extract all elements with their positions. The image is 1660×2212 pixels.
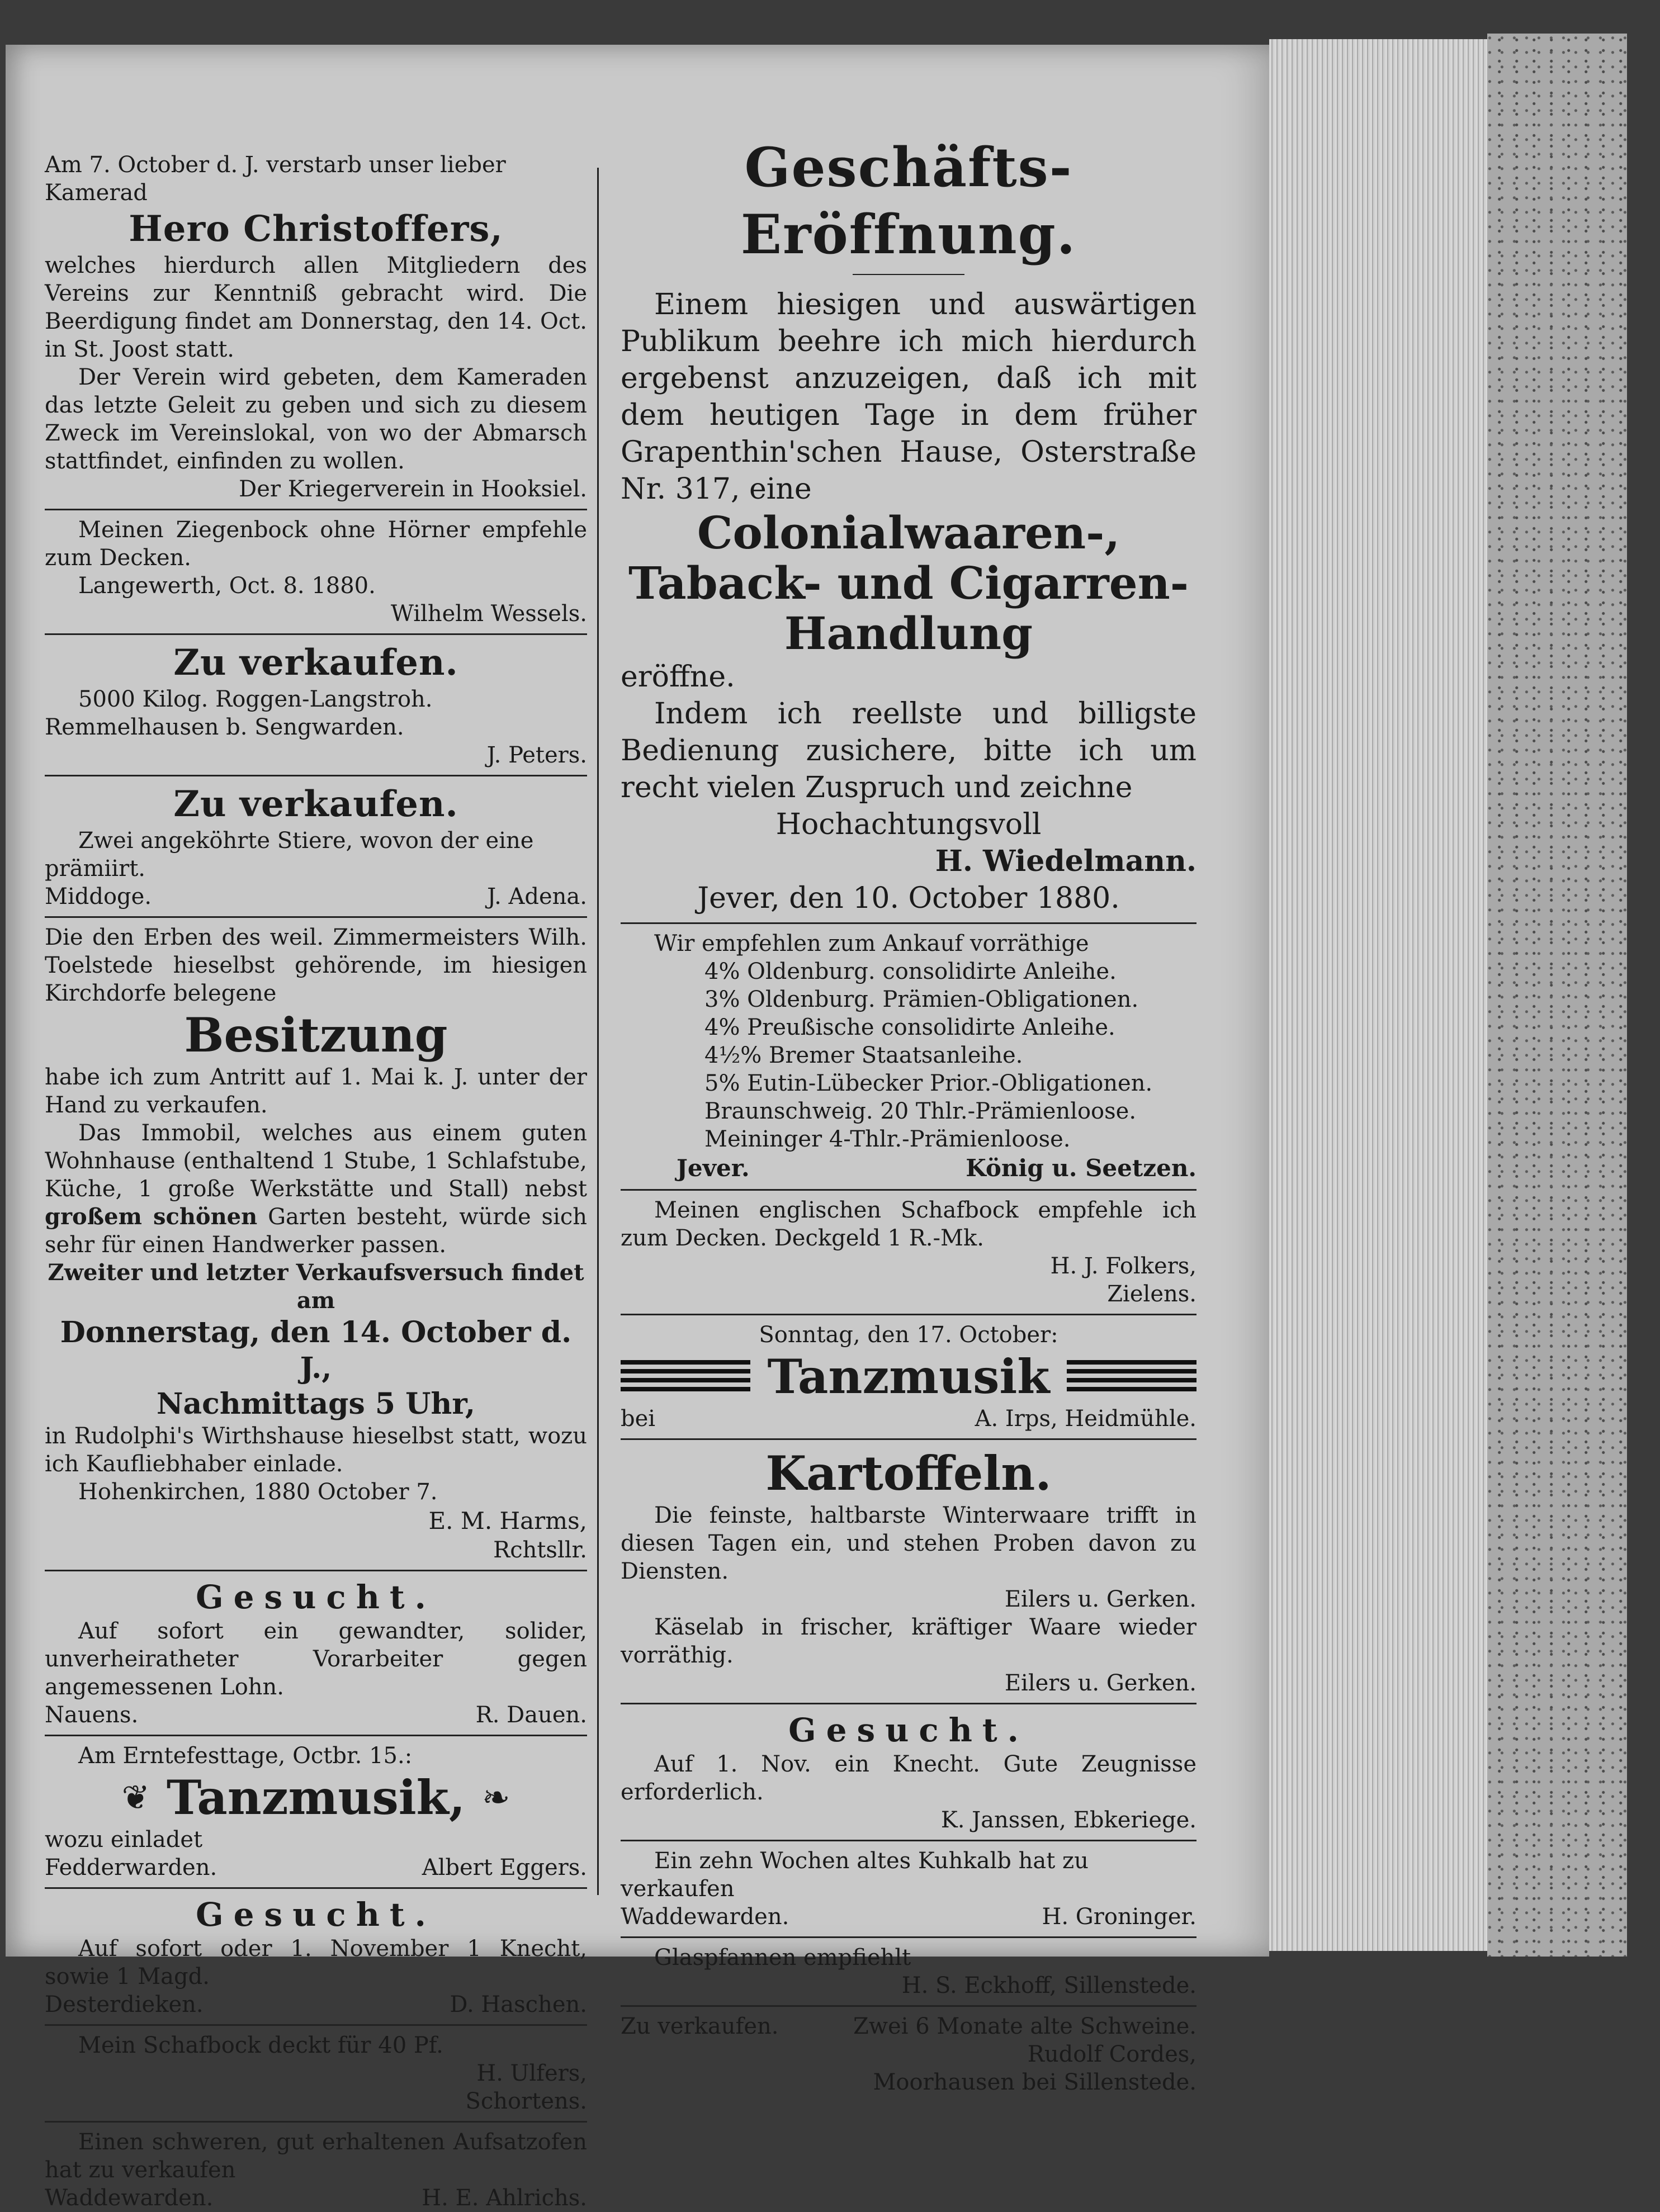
tanz1-sign: Albert Eggers. bbox=[422, 1855, 587, 1881]
geschaeft-text2: eröffne. bbox=[621, 660, 735, 694]
besitzung-sign: E. M. Harms, bbox=[428, 1507, 587, 1534]
tanz1-head-row bbox=[45, 1770, 587, 1826]
tanz2-bei: bei bbox=[621, 1406, 656, 1432]
anleihen-place: Jever. bbox=[677, 1154, 750, 1182]
kartoffeln-text2: Käselab in frischer, kräftiger Waare wieder vorräthig. bbox=[621, 1614, 1196, 1668]
ziegenbock-sign: Wilhelm Wessels. bbox=[390, 601, 587, 627]
anleihen-footer bbox=[621, 1153, 1196, 1183]
geschaeft-sign: H. Wiedelmann. bbox=[935, 844, 1196, 878]
tanz2-ad bbox=[621, 1321, 1196, 1433]
obit-line1: Am 7. October d. J. verstarb unser lieber bbox=[45, 152, 506, 178]
anleihen-item: 3% Oldenburg. Prämien-Obligationen. bbox=[704, 987, 1139, 1012]
divider bbox=[621, 922, 1196, 924]
anleihen-item: 4% Preußische consolidirte Anleihe. bbox=[704, 1015, 1115, 1040]
geschaeft-head2c: Handlung bbox=[784, 607, 1033, 660]
gesucht-right-ad bbox=[621, 1710, 1196, 1834]
gesucht1-place: Nauens. bbox=[45, 1702, 139, 1728]
obit-text2: Der Verein wird gebeten, dem Kameraden das letzte Geleit zu geben und sich zu diesem Zweck im Vereinslokal, von wo der Abmarsch stattfindet, einfinden zu wollen. bbox=[45, 364, 587, 474]
decorative-bars-left bbox=[621, 1360, 750, 1394]
ofen-footer bbox=[45, 2184, 587, 2212]
divider bbox=[621, 1314, 1196, 1315]
besitzung-place: Hohenkirchen, 1880 October 7. bbox=[78, 1479, 438, 1505]
ziegenbock-text: Meinen Ziegenbock ohne Hörner empfehle zum Decken. bbox=[45, 517, 587, 571]
verkauf2-place-text: Middoge. bbox=[45, 884, 152, 910]
divider bbox=[621, 1840, 1196, 1841]
column-divider bbox=[597, 168, 599, 1895]
schafbock-right-sign2: Zielens. bbox=[1107, 1281, 1196, 1307]
geschaeft-text3: Indem ich reellste und billigste Bedienung zusichere, bitte ich um recht vielen Zuspruch und zeichne bbox=[621, 697, 1196, 804]
kuhkalb-text: Ein zehn Wochen altes Kuhkalb hat zu verkaufen bbox=[621, 1848, 1089, 1902]
tanz1-line1: Am Erntefesttage, Octbr. 15.: bbox=[78, 1743, 413, 1769]
tanz1-line2: wozu einladet bbox=[45, 1827, 203, 1853]
right-column bbox=[621, 134, 1196, 2096]
ziegenbock-ad bbox=[45, 516, 587, 628]
obit-text: welches hierdurch allen Mitgliedern des Vereins zur Kenntniß gebracht wird. Die Beerdigung findet am Donnerstag, den 14. Oct. in St. Joost statt. bbox=[45, 253, 587, 362]
besitzung-text2 bbox=[45, 1119, 587, 1259]
left-column bbox=[45, 151, 587, 2212]
geschaeft-ad bbox=[621, 134, 1196, 917]
gesucht2-text: Auf sofort oder 1. November 1 Knecht, sowie 1 Magd. bbox=[45, 1936, 587, 1990]
glas-ad bbox=[621, 1944, 1196, 2000]
verkauf2-sign: J. Adena. bbox=[487, 884, 587, 910]
gesucht2-sign: D. Haschen. bbox=[450, 1992, 587, 2017]
divider bbox=[45, 2024, 587, 2026]
ziegenbock-place: Langewerth, Oct. 8. 1880. bbox=[78, 573, 376, 599]
divider bbox=[45, 1570, 587, 1571]
tanz1-footer bbox=[45, 1854, 587, 1882]
obit-name: Hero Christoffers, bbox=[129, 208, 503, 250]
flourish-left-icon: ❦ bbox=[121, 1778, 150, 1817]
geschaeft-date: Jever, den 10. October 1880. bbox=[697, 882, 1120, 915]
ofen-place: Waddewarden. bbox=[45, 2185, 214, 2211]
flourish-right-icon: ❧ bbox=[482, 1778, 510, 1817]
gesucht2-ad bbox=[45, 1894, 587, 2019]
divider bbox=[621, 2005, 1196, 2007]
gesucht2-head: Gesucht. bbox=[196, 1896, 436, 1934]
kartoffeln-text: Die feinste, haltbarste Winterwaare trifft in diesen Tagen ein, und stehen Proben davon zu Diensten. bbox=[621, 1503, 1196, 1584]
schweine-text: Zwei 6 Monate alte Schweine. bbox=[853, 2014, 1196, 2039]
divider bbox=[621, 1438, 1196, 1440]
schafbock-left-sign2: Schortens. bbox=[465, 2088, 587, 2114]
geschaeft-head2a: Colonialwaaren-, bbox=[697, 506, 1120, 559]
schafbock-left-sign: H. Ulfers, bbox=[476, 2061, 587, 2086]
gesucht1-sign: R. Dauen. bbox=[475, 1702, 587, 1728]
anleihen-item: 4½% Bremer Staatsanleihe. bbox=[704, 1043, 1023, 1068]
short-divider bbox=[853, 274, 964, 275]
geschaeft-greet: Hochachtungsvoll bbox=[775, 808, 1042, 841]
kuhkalb-sign: H. Groninger. bbox=[1042, 1904, 1196, 1930]
tanz1-head: Tanzmusik, bbox=[166, 1770, 466, 1825]
divider bbox=[45, 1887, 587, 1889]
kartoffeln-head: Kartoffeln. bbox=[765, 1446, 1052, 1501]
besitzung-bold1: Zweiter und letzter Verkaufsversuch findet am bbox=[48, 1259, 584, 1314]
divider bbox=[45, 916, 587, 918]
kartoffeln-sign2: Eilers u. Gerken. bbox=[1004, 1670, 1196, 1696]
ofen-ad bbox=[45, 2128, 587, 2212]
obit-line2: Kamerad bbox=[45, 180, 148, 206]
anleihen-list bbox=[621, 958, 1196, 1153]
divider bbox=[45, 2121, 587, 2123]
anleihen-item: Meininger 4-Thlr.-Prämienloose. bbox=[704, 1126, 1071, 1152]
verkauf2-place bbox=[45, 883, 587, 911]
tanz2-line1: Sonntag, den 17. October: bbox=[759, 1322, 1058, 1348]
schweine-sign: Rudolf Cordes, bbox=[1027, 2042, 1196, 2067]
ofen-sign: H. E. Ahlrichs. bbox=[422, 2185, 587, 2211]
besitzung-text2b: großem schönen bbox=[45, 1204, 258, 1230]
gesucht1-head: Gesucht. bbox=[196, 1578, 436, 1616]
tanz2-head: Tanzmusik bbox=[767, 1349, 1050, 1404]
verkauf1-head: Zu verkaufen. bbox=[173, 642, 458, 684]
gesucht1-ad bbox=[45, 1577, 587, 1729]
anleihen-intro: Wir empfehlen zum Ankauf vorräthige bbox=[654, 931, 1089, 956]
gesucht-right-sign: K. Janssen, Ebkeriege. bbox=[940, 1807, 1196, 1833]
schafbock-left-text: Mein Schafbock deckt für 40 Pf. bbox=[78, 2033, 443, 2058]
kuhkalb-place: Waddewarden. bbox=[621, 1904, 789, 1930]
besitzung-big2: Nachmittags 5 Uhr, bbox=[156, 1387, 476, 1421]
divider bbox=[45, 633, 587, 635]
tanz2-sign: A. Irps, Heidmühle. bbox=[975, 1406, 1196, 1432]
schafbock-right-sign: H. J. Folkers, bbox=[1050, 1253, 1196, 1279]
book-page-edges bbox=[1269, 39, 1487, 1951]
verkauf2-head: Zu verkaufen. bbox=[173, 783, 458, 825]
kartoffeln-ad bbox=[621, 1446, 1196, 1697]
tanz1-place: Fedderwarden. bbox=[45, 1855, 217, 1881]
schweine-ad bbox=[621, 2012, 1196, 2096]
divider bbox=[621, 1189, 1196, 1191]
besitzung-intro: Die den Erben des weil. Zimmermeisters Wilh. Toelstede hieselbst gehörende, im hiesigen Kirchdorfe belegene bbox=[45, 925, 587, 1006]
gesucht1-footer bbox=[45, 1701, 587, 1729]
verkauf1-line2: Remmelhausen b. Sengwarden. bbox=[45, 714, 404, 740]
schafbock-left-ad bbox=[45, 2031, 587, 2115]
geschaeft-head: Geschäfts-Eröffnung. bbox=[740, 136, 1077, 266]
divider bbox=[45, 1735, 587, 1736]
obit-sign: Der Kriegerverein in Hooksiel. bbox=[239, 476, 587, 502]
glas-sign: H. S. Eckhoff, Sillenstede. bbox=[901, 1973, 1196, 1998]
anleihen-item: 5% Eutin-Lübecker Prior.-Obligationen. bbox=[704, 1071, 1153, 1096]
gesucht1-text: Auf sofort ein gewandter, solider, unverheiratheter Vorarbeiter gegen angemessenen Lohn. bbox=[45, 1618, 587, 1700]
schweine-sign2: Moorhausen bei Sillenstede. bbox=[873, 2069, 1196, 2095]
schweine-line bbox=[621, 2012, 1196, 2040]
gesucht2-place: Desterdieken. bbox=[45, 1992, 204, 2017]
tanz2-footer bbox=[621, 1405, 1196, 1433]
divider bbox=[45, 509, 587, 510]
geschaeft-text1: Einem hiesigen und auswärtigen Publikum beehre ich mich hierdurch ergebenst anzuzeigen, daß ich mit dem heutigen Tage in dem früher Grapenthin'schen Hause, Osterstraße Nr. 317, eine bbox=[621, 288, 1196, 506]
besitzung-text3: in Rudolphi's Wirthshause hieselbst statt, wozu ich Kaufliebhaber einlade. bbox=[45, 1423, 587, 1477]
gesucht2-footer bbox=[45, 1991, 587, 2019]
kuhkalb-footer bbox=[621, 1903, 1196, 1931]
verkauf2-ad bbox=[45, 782, 587, 911]
besitzung-big1: Donnerstag, den 14. October d. J., bbox=[60, 1315, 572, 1385]
verkauf2-line1: Zwei angeköhrte Stiere, wovon der eine prämiirt. bbox=[45, 828, 534, 882]
geschaeft-head2b: Taback- und Cigarren- bbox=[628, 557, 1189, 609]
besitzung-head: Besitzung bbox=[184, 1007, 448, 1063]
besitzung-text2a: Das Immobil, welches aus einem guten Wohnhause (enthaltend 1 Stube, 1 Schlafstube, Küche, 1 große Werkstätte und Stall) nebst bbox=[45, 1120, 587, 1202]
gesucht-right-text: Auf 1. Nov. ein Knecht. Gute Zeugnisse erforderlich. bbox=[621, 1751, 1196, 1805]
besitzung-text1: habe ich zum Antritt auf 1. Mai k. J. unter der Hand zu verkaufen. bbox=[45, 1064, 587, 1118]
verkauf1-line1: 5000 Kilog. Roggen-Langstroh. bbox=[78, 686, 433, 712]
schweine-head: Zu verkaufen. bbox=[621, 2014, 779, 2039]
divider bbox=[621, 1703, 1196, 1704]
ofen-text: Einen schweren, gut erhaltenen Aufsatzofen hat zu verkaufen bbox=[45, 2129, 587, 2183]
decorative-bars-right bbox=[1067, 1360, 1196, 1394]
schafbock-right-text: Meinen englischen Schafbock empfehle ich zum Decken. Deckgeld 1 R.-Mk. bbox=[621, 1197, 1196, 1251]
schafbock-right-ad bbox=[621, 1196, 1196, 1308]
book-cover bbox=[1487, 34, 1627, 1957]
anleihen-sign: König u. Seetzen. bbox=[966, 1154, 1196, 1182]
obituary-ad bbox=[45, 151, 587, 503]
anleihen-ad bbox=[621, 930, 1196, 1183]
glas-text: Glaspfannen empfiehlt bbox=[654, 1945, 911, 1971]
besitzung-text2c: Garten besteht, würde sich sehr für einen Handwerker passen. bbox=[45, 1204, 588, 1258]
kuhkalb-ad bbox=[621, 1847, 1196, 1931]
gesucht-right-head: Gesucht. bbox=[788, 1711, 1029, 1749]
divider bbox=[621, 1936, 1196, 1938]
verkauf1-sign: J. Peters. bbox=[486, 742, 587, 768]
anleihen-item: 4% Oldenburg. consolidirte Anleihe. bbox=[704, 959, 1117, 984]
anleihen-item: Braunschweig. 20 Thlr.-Prämienloose. bbox=[704, 1098, 1137, 1124]
tanz1-ad bbox=[45, 1742, 587, 1882]
kartoffeln-sign: Eilers u. Gerken. bbox=[1004, 1586, 1196, 1612]
divider bbox=[45, 775, 587, 776]
besitzung-sign2: Rchtsllr. bbox=[493, 1537, 587, 1563]
besitzung-ad bbox=[45, 923, 587, 1564]
verkauf1-ad bbox=[45, 641, 587, 769]
tanz2-head-row bbox=[621, 1349, 1196, 1405]
